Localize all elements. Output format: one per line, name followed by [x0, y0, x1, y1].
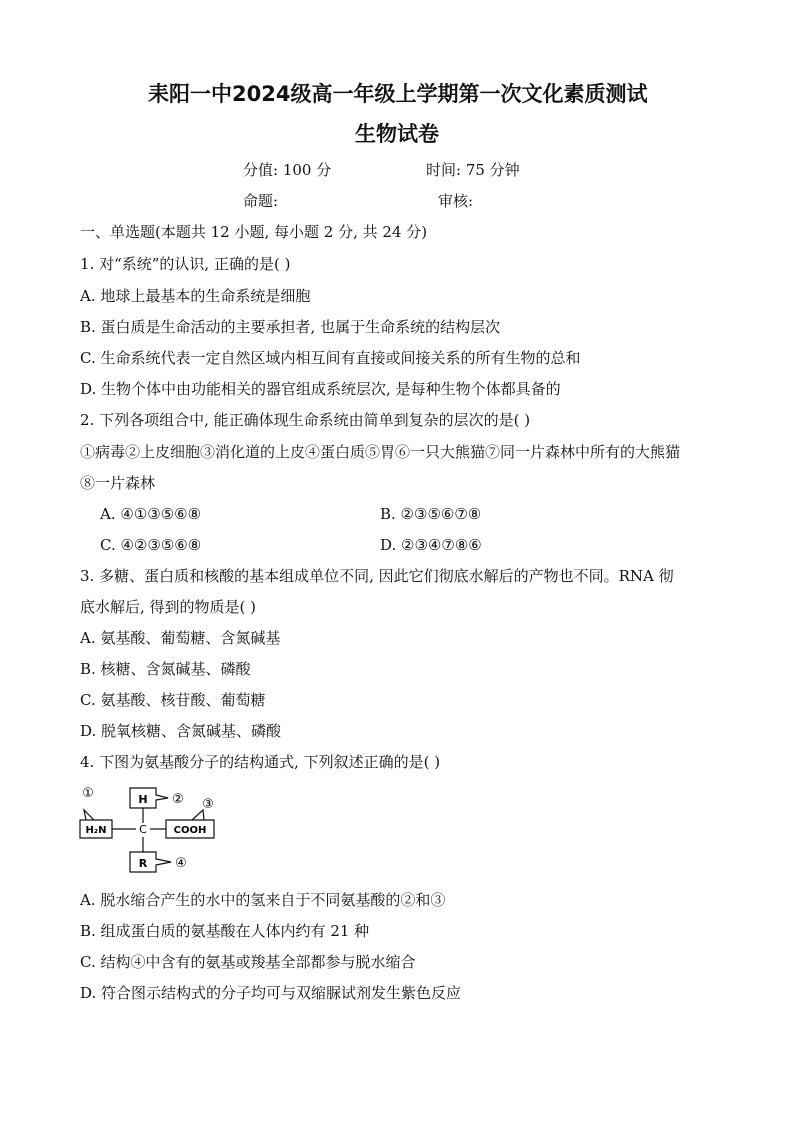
q4-option-d: D. 符合图示结构式的分子均可与双缩脲试剂发生紫色反应 — [80, 984, 462, 1002]
group-nh2: H₂N — [85, 825, 107, 836]
q2-stem: 2. 下列各项组合中, 能正确体现生命系统由简单到复杂的层次的是( ) — [80, 411, 531, 429]
exam-score: 分值: 100 分 — [243, 161, 332, 179]
exam-author: 命题: — [243, 192, 279, 210]
q1-option-d: D. 生物个体中由功能相关的器官组成系统层次, 是每种生物个体都具备的 — [80, 380, 561, 398]
q4-option-a: A. 脱水缩合产生的水中的氢来自于不同氨基酸的②和③ — [80, 891, 446, 909]
q2-items-line1: ①病毒②上皮细胞③消化道的上皮④蛋白质⑤胃⑥一只大熊猫⑦同一片森林中所有的大熊猫 — [80, 443, 681, 461]
label-3: ③ — [202, 797, 214, 812]
exam-subtitle: 生物试卷 — [355, 122, 439, 146]
exam-reviewer: 审核: — [438, 192, 474, 210]
q1-option-b: B. 蛋白质是生命活动的主要承担者, 也属于生命系统的结构层次 — [80, 318, 501, 336]
group-r: R — [138, 857, 148, 870]
atom-c: C — [139, 823, 147, 836]
q2-option-c: C. ④②③⑤⑥⑧ — [100, 536, 202, 554]
q3-option-c: C. 氨基酸、核苷酸、葡萄糖 — [80, 691, 266, 709]
q3-option-d: D. 脱氧核糖、含氮碱基、磷酸 — [80, 722, 282, 740]
amino-acid-structure-diagram — [70, 780, 230, 880]
section-heading: 一、单选题(本题共 12 小题, 每小题 2 分, 共 24 分) — [80, 223, 428, 241]
q2-items-line2: ⑧一片森林 — [80, 474, 156, 492]
group-cooh: COOH — [173, 825, 207, 836]
q1-option-c: C. 生命系统代表一定自然区域内相互间有直接或间接关系的所有生物的总和 — [80, 349, 581, 367]
q4-option-c: C. 结构④中含有的氨基或羧基全部都参与脱水缩合 — [80, 953, 416, 971]
q2-option-b: B. ②③⑤⑥⑦⑧ — [380, 505, 482, 523]
q4-stem: 4. 下图为氨基酸分子的结构通式, 下列叙述正确的是( ) — [80, 753, 441, 771]
q3-stem-line1: 3. 多糖、蛋白质和核酸的基本组成单位不同, 因此它们彻底水解后的产物也不同。RNA 彻 — [80, 567, 674, 585]
exam-title: 耒阳一中2024级高一年级上学期第一次文化素质测试 — [148, 82, 648, 106]
exam-time: 时间: 75 分钟 — [426, 161, 520, 179]
q4-option-b: B. 组成蛋白质的氨基酸在人体内约有 21 种 — [80, 922, 370, 940]
q3-stem-line2: 底水解后, 得到的物质是( ) — [80, 598, 257, 616]
r-box — [130, 852, 171, 872]
q3-option-a: A. 氨基酸、葡萄糖、含氮碱基 — [80, 629, 281, 647]
q1-stem: 1. 对“系统”的认识, 正确的是( ) — [80, 255, 291, 273]
label-4: ④ — [175, 856, 187, 871]
q2-option-d: D. ②③④⑦⑧⑥ — [380, 536, 482, 554]
q2-option-a: A. ④①③⑤⑥⑧ — [100, 505, 202, 523]
label-1: ① — [82, 786, 94, 801]
atom-h: H — [138, 793, 148, 806]
h-box — [130, 788, 168, 808]
label-2: ② — [172, 792, 184, 807]
q3-option-b: B. 核糖、含氮碱基、磷酸 — [80, 660, 251, 678]
q1-option-a: A. 地球上最基本的生命系统是细胞 — [80, 287, 311, 305]
